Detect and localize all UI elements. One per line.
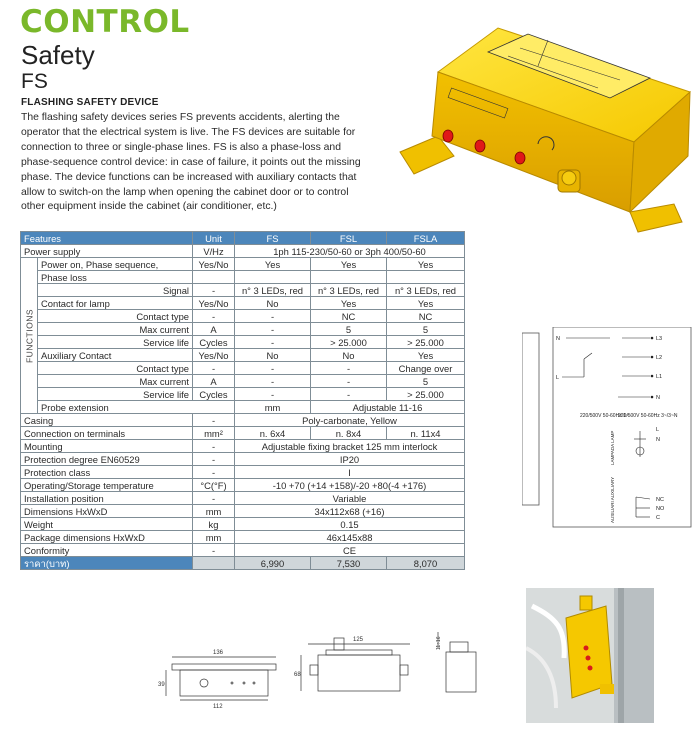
row-value: No bbox=[235, 349, 311, 362]
row-unit: V/Hz bbox=[193, 245, 235, 258]
row-value: Adjustable fixing bracket 125 mm interlock bbox=[235, 440, 465, 453]
terminal-n2: N bbox=[656, 437, 660, 443]
table-row bbox=[21, 479, 465, 492]
row-unit: Yes/No bbox=[193, 258, 235, 271]
row-value: Yes bbox=[387, 297, 465, 310]
row-value: No bbox=[235, 297, 311, 310]
terminal-n: N bbox=[656, 395, 660, 401]
row-value: Adjustable 11-16 bbox=[311, 401, 465, 414]
price-fs: 6,990 bbox=[235, 557, 311, 570]
terminal-l3: L3 bbox=[656, 336, 663, 342]
terminal-nc: NC bbox=[656, 497, 664, 503]
row-value: 5 bbox=[387, 375, 465, 388]
row-unit: A bbox=[193, 323, 235, 336]
terminal-l-left: L bbox=[556, 375, 560, 381]
terminal-l1: L1 bbox=[656, 374, 663, 380]
row-value: Yes bbox=[235, 258, 311, 271]
table-row bbox=[21, 453, 465, 466]
row-value: n. 6x4 bbox=[235, 427, 311, 440]
row-value: - bbox=[235, 375, 311, 388]
table-row bbox=[21, 245, 465, 258]
category-title: Safety bbox=[21, 40, 95, 70]
table-row bbox=[21, 414, 465, 427]
row-label: Protection class bbox=[21, 466, 193, 479]
row-label: Casing bbox=[21, 414, 193, 427]
row-value: 34x112x68 (+16) bbox=[235, 505, 465, 518]
row-value: Yes bbox=[311, 297, 387, 310]
row-unit: - bbox=[193, 284, 235, 297]
table-row bbox=[21, 271, 465, 284]
row-unit: - bbox=[193, 362, 235, 375]
row-value: > 25.000 bbox=[311, 336, 387, 349]
dim-39: 39 bbox=[158, 682, 165, 688]
product-description: The flashing safety devices series FS prevents accidents, alerting the operator that the electrical system is live. The FS devices are suitable for connection to three or single-phase lines. FS is also a phase-loss and phase-sequence control device: in case of failure, it points out the missing phase. The device functions can be increased with auxiliary contacts that allow to switch-on the lamp when opening the cabinet door or to control other equipment inside the cabinet (air conditioner, etc.) bbox=[21, 112, 361, 213]
row-unit: - bbox=[193, 492, 235, 505]
row-unit: mm bbox=[193, 505, 235, 518]
table-row bbox=[21, 518, 465, 531]
table-row bbox=[21, 349, 465, 362]
row-value: No bbox=[311, 349, 387, 362]
table-row bbox=[21, 440, 465, 453]
dim-68: 68 bbox=[294, 672, 301, 678]
table-row bbox=[21, 297, 465, 310]
row-label: Auxiliary Contact bbox=[38, 349, 193, 362]
row-label: Contact type bbox=[38, 310, 193, 323]
row-value: - bbox=[235, 310, 311, 323]
table-header-row bbox=[21, 232, 465, 245]
row-value: Yes bbox=[311, 258, 387, 271]
terminal-l: L bbox=[656, 427, 660, 433]
header-features: Features bbox=[21, 232, 193, 245]
table-row bbox=[21, 505, 465, 518]
dim-11-16: 11÷16 bbox=[436, 636, 442, 650]
table-row bbox=[21, 531, 465, 544]
table-row bbox=[21, 466, 465, 479]
table-row bbox=[21, 362, 465, 375]
dim-125: 125 bbox=[353, 637, 364, 643]
row-value: > 25.000 bbox=[387, 336, 465, 349]
table-row bbox=[21, 492, 465, 505]
supply-single-phase: 220/500V 50-60Hz 1~ bbox=[580, 413, 629, 419]
dimension-drawings bbox=[158, 630, 488, 730]
row-value: n. 11x4 bbox=[387, 427, 465, 440]
row-unit: mm² bbox=[193, 427, 235, 440]
row-label: Contact for lamp bbox=[38, 297, 193, 310]
row-unit: kg bbox=[193, 518, 235, 531]
price-fsla: 8,070 bbox=[387, 557, 465, 570]
row-value: - bbox=[235, 323, 311, 336]
row-label: Connection on terminals bbox=[21, 427, 193, 440]
header-fs: FS bbox=[235, 232, 311, 245]
row-value: > 25.000 bbox=[387, 388, 465, 401]
row-unit: mm bbox=[193, 531, 235, 544]
terminal-n-left: N bbox=[556, 336, 560, 342]
row-value: 5 bbox=[311, 323, 387, 336]
row-value: 0.15 bbox=[235, 518, 465, 531]
terminal-no: NO bbox=[656, 506, 665, 512]
row-unit: Yes/No bbox=[193, 349, 235, 362]
row-value: - bbox=[235, 362, 311, 375]
row-label: Operating/Storage temperature bbox=[21, 479, 193, 492]
aux-label: AUSILIARI AUXILIARY bbox=[610, 476, 615, 523]
row-value: - bbox=[235, 336, 311, 349]
table-row bbox=[21, 284, 465, 297]
row-value: -10 +70 (+14 +158)/-20 +80(-4 +176) bbox=[235, 479, 465, 492]
row-unit: - bbox=[193, 466, 235, 479]
row-value: 46x145x88 bbox=[235, 531, 465, 544]
row-label: Power supply bbox=[21, 245, 193, 258]
row-label: Max current bbox=[38, 323, 193, 336]
row-label: Weight bbox=[21, 518, 193, 531]
row-value: IP20 bbox=[235, 453, 465, 466]
row-label: Max current bbox=[38, 375, 193, 388]
wiring-diagram bbox=[522, 327, 692, 528]
price-label: ราคา(บาท) bbox=[21, 557, 193, 570]
row-label: Mounting bbox=[21, 440, 193, 453]
table-row bbox=[21, 375, 465, 388]
supply-three-phase: 220/500V 50-60Hz 3~/3~N bbox=[618, 413, 678, 419]
row-value: n° 3 LEDs, red bbox=[387, 284, 465, 297]
brand-title: CONTROL bbox=[20, 4, 190, 40]
header-fsla: FSLA bbox=[387, 232, 465, 245]
row-label: Dimensions HxWxD bbox=[21, 505, 193, 518]
row-value: CE bbox=[235, 544, 465, 557]
table-row bbox=[21, 544, 465, 557]
row-unit: °C(°F) bbox=[193, 479, 235, 492]
model-title: FS bbox=[21, 70, 48, 93]
row-label: Installation position bbox=[21, 492, 193, 505]
row-unit: mm bbox=[235, 401, 311, 414]
dim-112: 112 bbox=[213, 704, 223, 710]
dim-136: 136 bbox=[213, 650, 224, 656]
row-value: I bbox=[235, 466, 465, 479]
row-label: Phase loss bbox=[38, 271, 193, 284]
row-unit: - bbox=[193, 544, 235, 557]
row-label: Conformity bbox=[21, 544, 193, 557]
lamp-label: LAMPADA LAMP bbox=[610, 430, 615, 465]
row-value: - bbox=[311, 375, 387, 388]
row-value: Poly-carbonate, Yellow bbox=[235, 414, 465, 427]
table-row bbox=[21, 258, 465, 271]
row-label: Probe extension bbox=[38, 401, 235, 414]
row-unit: - bbox=[193, 310, 235, 323]
row-value: n° 3 LEDs, red bbox=[235, 284, 311, 297]
terminal-c: C bbox=[656, 515, 660, 521]
row-unit: - bbox=[193, 414, 235, 427]
functions-group: FUNCTIONS bbox=[21, 258, 38, 414]
row-value: Yes bbox=[387, 349, 465, 362]
header-unit: Unit bbox=[193, 232, 235, 245]
row-label: Contact type bbox=[38, 362, 193, 375]
product-subtitle: FLASHING SAFETY DEVICE bbox=[21, 97, 159, 108]
table-row bbox=[21, 427, 465, 440]
price-row bbox=[21, 557, 465, 570]
row-label: Service life bbox=[38, 388, 193, 401]
row-value: n° 3 LEDs, red bbox=[311, 284, 387, 297]
row-value: Yes bbox=[387, 258, 465, 271]
price-fsl: 7,530 bbox=[311, 557, 387, 570]
header-fsl: FSL bbox=[311, 232, 387, 245]
row-value: NC bbox=[311, 310, 387, 323]
row-label: Signal bbox=[38, 284, 193, 297]
row-value: 5 bbox=[387, 323, 465, 336]
row-unit: - bbox=[193, 453, 235, 466]
row-value: Variable bbox=[235, 492, 465, 505]
row-value: - bbox=[311, 362, 387, 375]
table-row bbox=[21, 336, 465, 349]
row-label: Protection degree EN60529 bbox=[21, 453, 193, 466]
row-label: Package dimensions HxWxD bbox=[21, 531, 193, 544]
row-value: NC bbox=[387, 310, 465, 323]
row-unit: A bbox=[193, 375, 235, 388]
row-value: - bbox=[311, 388, 387, 401]
row-value: - bbox=[235, 388, 311, 401]
row-unit: Cycles bbox=[193, 336, 235, 349]
row-unit: - bbox=[193, 440, 235, 453]
installation-photo bbox=[526, 588, 654, 723]
spec-table bbox=[20, 231, 465, 570]
row-value: Change over bbox=[387, 362, 465, 375]
product-photo bbox=[398, 16, 694, 246]
row-value: 1ph 115-230/50-60 or 3ph 400/50-60 bbox=[235, 245, 465, 258]
row-label: Service life bbox=[38, 336, 193, 349]
row-value: n. 8x4 bbox=[311, 427, 387, 440]
row-unit: Yes/No bbox=[193, 297, 235, 310]
table-row bbox=[21, 310, 465, 323]
terminal-l2: L2 bbox=[656, 355, 663, 361]
row-label: Power on, Phase sequence, bbox=[38, 258, 193, 271]
table-row bbox=[21, 323, 465, 336]
row-unit: Cycles bbox=[193, 388, 235, 401]
table-row bbox=[21, 401, 465, 414]
table-row bbox=[21, 388, 465, 401]
